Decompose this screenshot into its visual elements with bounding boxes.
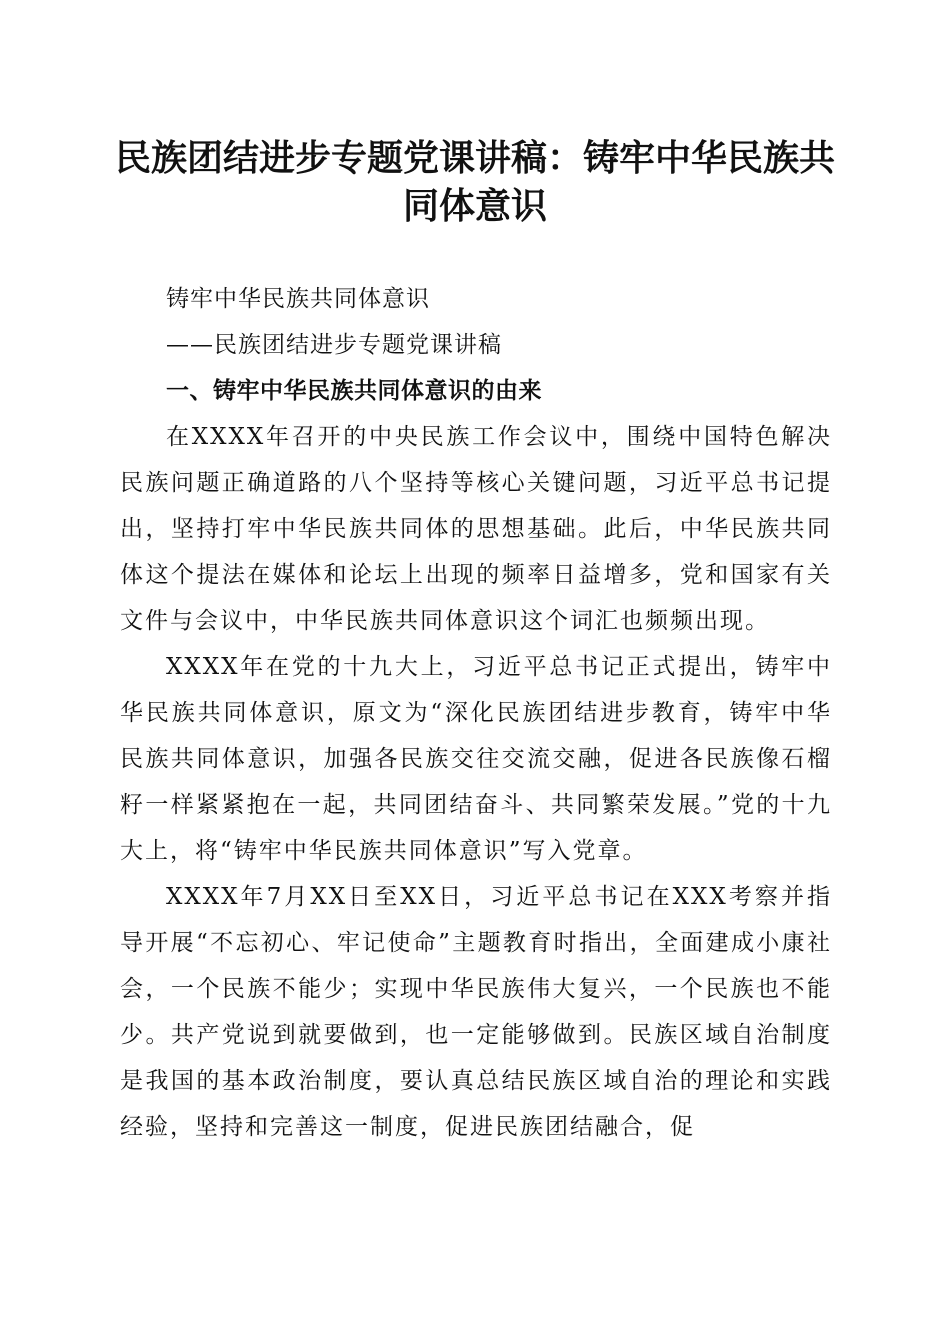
- title-line-2: 同体意识: [402, 185, 547, 227]
- body-paragraph-1: 在XXXX年召开的中央民族工作会议中，围绕中国特色解决民族问题正确道路的八个坚持等核心关键问题，习近平总书记提出，坚持打牢中华民族共同体的思想基础。此后，中华民族共同体这个提法在媒体和论坛上出现的频率日益增多，党和国家有关文件与会议中，中华民族共同体意识这个词汇也频频出现。: [120, 424, 832, 634]
- section-heading: 一、铸牢中华民族共同体意识的由来: [166, 378, 542, 404]
- body-paragraph-2: XXXX年在党的十九大上，习近平总书记正式提出，铸牢中华民族共同体意识，原文为“深化民族团结进步教育，铸牢中华民族共同体意识，加强各民族交往交流交融，促进各民族像石榴籽一样紧紧抱在一起，共同团结奋斗、共同繁荣发展。”党的十九大上，将“铸牢中华民族共同体意识”写入党章。: [120, 654, 832, 864]
- subtitle-secondary: ——民族团结进步专题党课讲稿: [166, 332, 502, 358]
- document-title: [100, 134, 850, 230]
- subtitle-main: 铸牢中华民族共同体意识: [166, 286, 430, 312]
- title-line-1: 民族团结进步专题党课讲稿：铸牢中华民族共: [114, 137, 835, 179]
- body-paragraph-3: XXXX年7月XX日至XX日，习近平总书记在XXX考察并指导开展“不忘初心、牢记使命”主题教育时指出，全面建成小康社会，一个民族不能少；实现中华民族伟大复兴，一个民族也不能少。共产党说到就要做到，也一定能够做到。民族区域自治制度是我国的基本政治制度，要认真总结民族区域自治的理论和实践经验，坚持和完善这一制度，促进民族团结融合，促: [120, 884, 832, 1140]
- document-body: [120, 276, 832, 1150]
